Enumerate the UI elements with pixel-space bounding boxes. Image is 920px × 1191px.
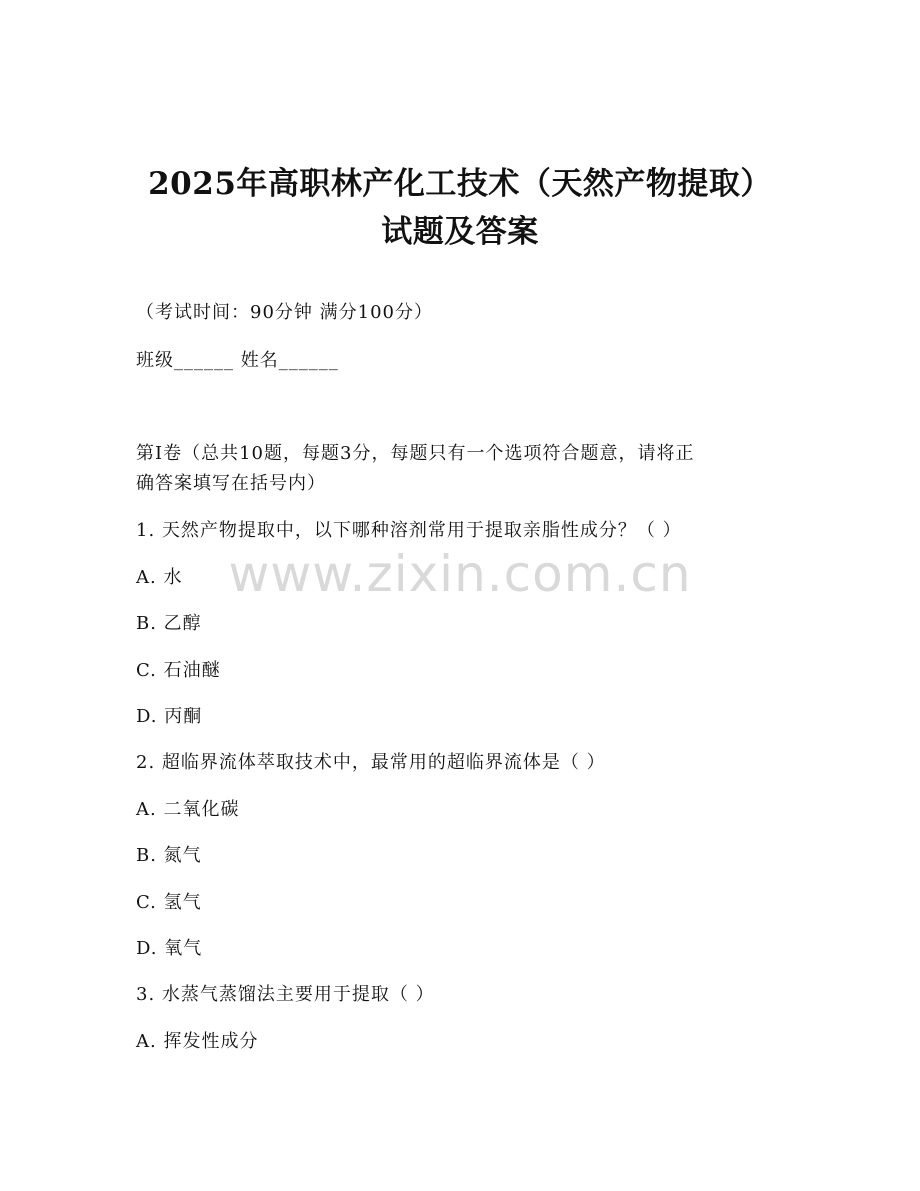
question-3-option-a: A. 挥发性成分 (136, 1031, 259, 1052)
question-1-option-a: A. 水 (136, 567, 183, 588)
document-title-line-2: 试题及答案 (381, 214, 539, 250)
document-title-line-1: 2025年高职林产化工技术（天然产物提取） (148, 166, 772, 202)
question-1-option-d: D. 丙酮 (136, 706, 203, 727)
exam-info: （考试时间：90分钟 满分100分） (136, 302, 433, 323)
question-1-option-b: B. 乙醇 (136, 613, 202, 634)
question-1-option-c: C. 石油醚 (136, 660, 221, 681)
question-2-option-d: D. 氧气 (136, 938, 203, 959)
question-2-option-a: A. 二氧化碳 (136, 799, 240, 820)
section-instructions-line-2: 确答案填写在括号内） (136, 473, 326, 494)
question-2-option-b: B. 氮气 (136, 845, 202, 866)
question-2-stem: 2. 超临界流体萃取技术中，最常用的超临界流体是（ ） (136, 752, 606, 773)
question-3-stem: 3. 水蒸气蒸馏法主要用于提取（ ） (136, 984, 435, 1005)
question-2-option-c: C. 氢气 (136, 892, 202, 913)
section-instructions-line-1: 第I卷（总共10题，每题3分，每题只有一个选项符合题意，请将正 (136, 443, 695, 464)
watermark-text: www.zixin.com.cn (228, 545, 692, 603)
question-1-stem: 1. 天然产物提取中，以下哪种溶剂常用于提取亲脂性成分？（ ） (136, 520, 682, 541)
student-info: 班级______ 姓名______ (136, 350, 339, 371)
